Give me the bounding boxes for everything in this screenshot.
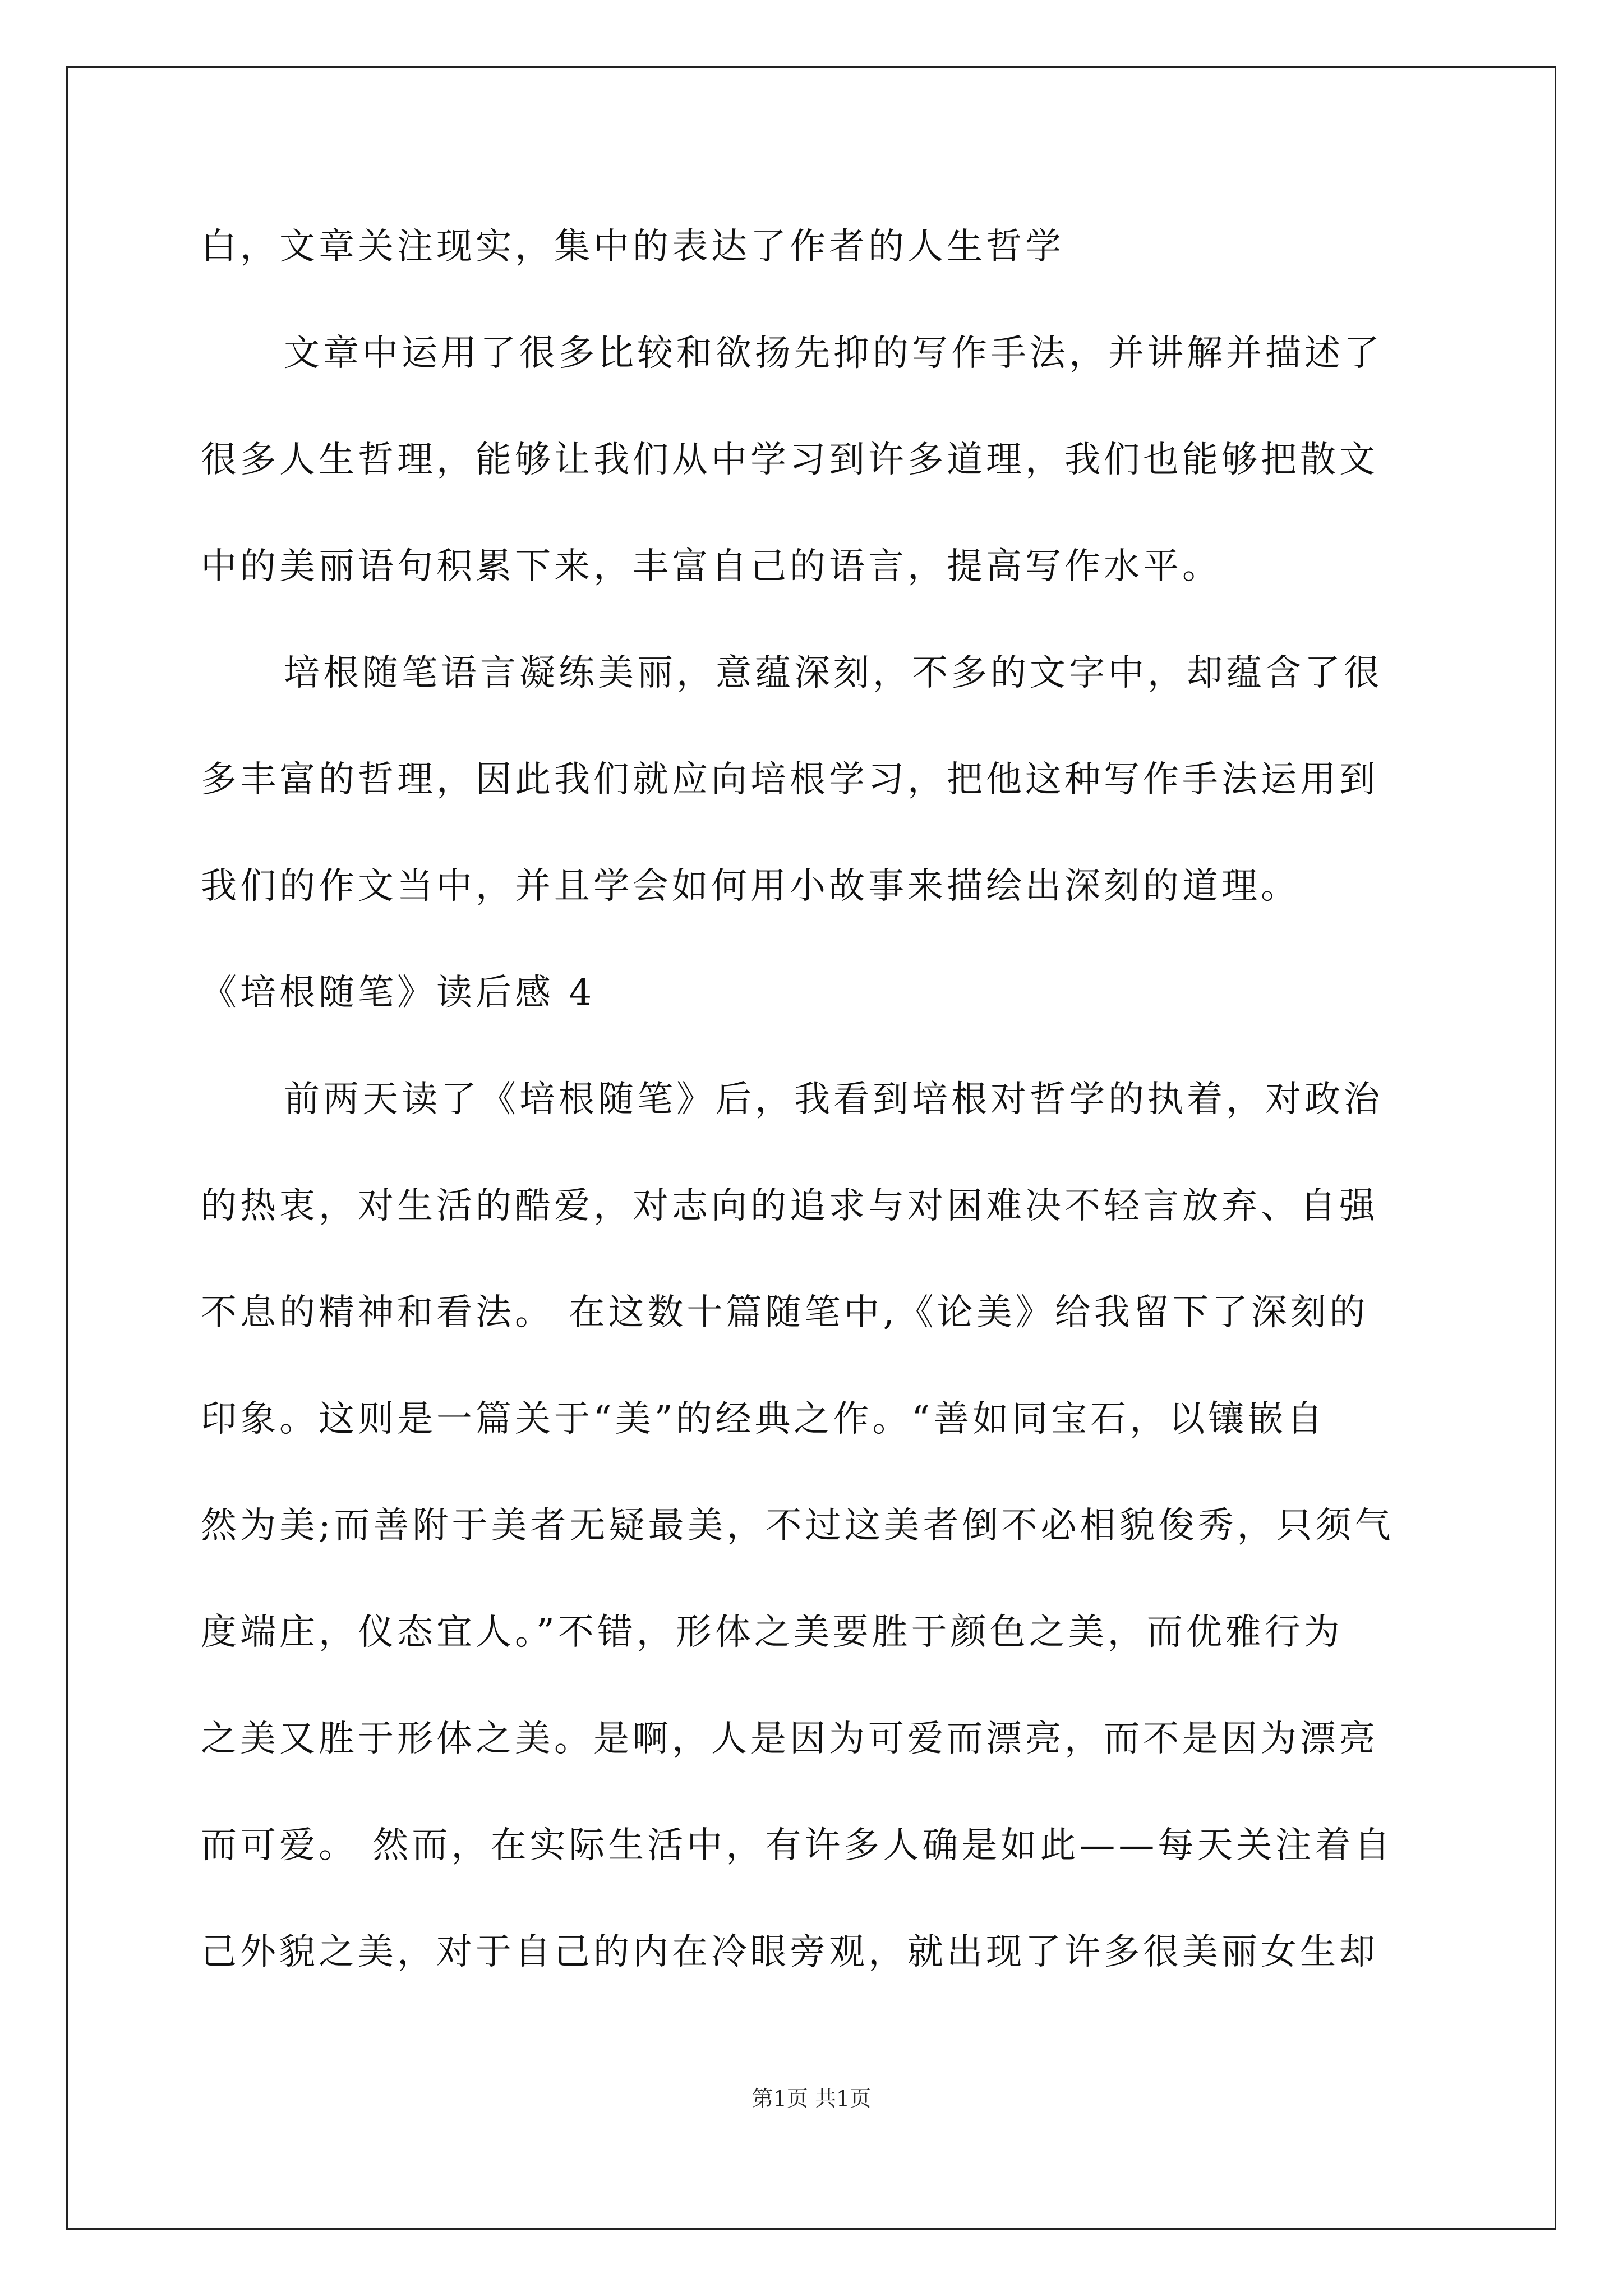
text-line: 不息的精神和看法。 在这数十篇随笔中,《论美》给我留下了深刻的 [201,1292,1369,1333]
text-line: 前两天读了《培根随笔》后，我看到培根对哲学的执着，对政治 [284,1079,1383,1120]
text-line: 中的美丽语句积累下来，丰富自己的语言，提高写作水平。 [201,546,1221,587]
text-line: 白，文章关注现实，集中的表达了作者的人生哲学 [201,226,1064,268]
text-line: 印象。这则是一篇关于“美”的经典之作。“善如同宝石，以镶嵌自 [201,1398,1326,1440]
text-line: 的热衷，对生活的酷爱，对志向的追求与对困难决不轻言放弃、自强 [201,1185,1378,1227]
text-line: 度端庄，仪态宜人。”不错，形体之美要胜于颜色之美，而优雅行为 [201,1612,1343,1653]
text-line: 培根随笔语言凝练美丽，意蕴深刻，不多的文字中，却蕴含了很 [284,652,1383,694]
text-line: 很多人生哲理，能够让我们从中学习到许多道理，我们也能够把散文 [201,439,1378,481]
page-footer: 第1页 共1页 [751,2086,872,2111]
section-heading: 《培根随笔》读后感 4 [201,972,596,1014]
text-line: 文章中运用了很多比较和欲扬先抑的写作手法，并讲解并描述了 [284,333,1383,374]
text-line: 而可爱。 然而，在实际生活中，有许多人确是如此——每天关注着自 [201,1825,1394,1866]
document-body [201,213,1423,2025]
text-line: 多丰富的哲理，因此我们就应向培根学习，把他这种写作手法运用到 [201,759,1378,800]
text-line: 之美又胜于形体之美。是啊，人是因为可爱而漂亮，而不是因为漂亮 [201,1718,1378,1760]
text-line: 然为美;而善附于美者无疑最美，不过这美者倒不必相貌俊秀，只须气 [201,1505,1394,1547]
text-line: 己外貌之美，对于自己的内在冷眼旁观，就出现了许多很美丽女生却 [201,1931,1378,1973]
text-line: 我们的作文当中，并且学会如何用小故事来描绘出深刻的道理。 [201,866,1300,907]
